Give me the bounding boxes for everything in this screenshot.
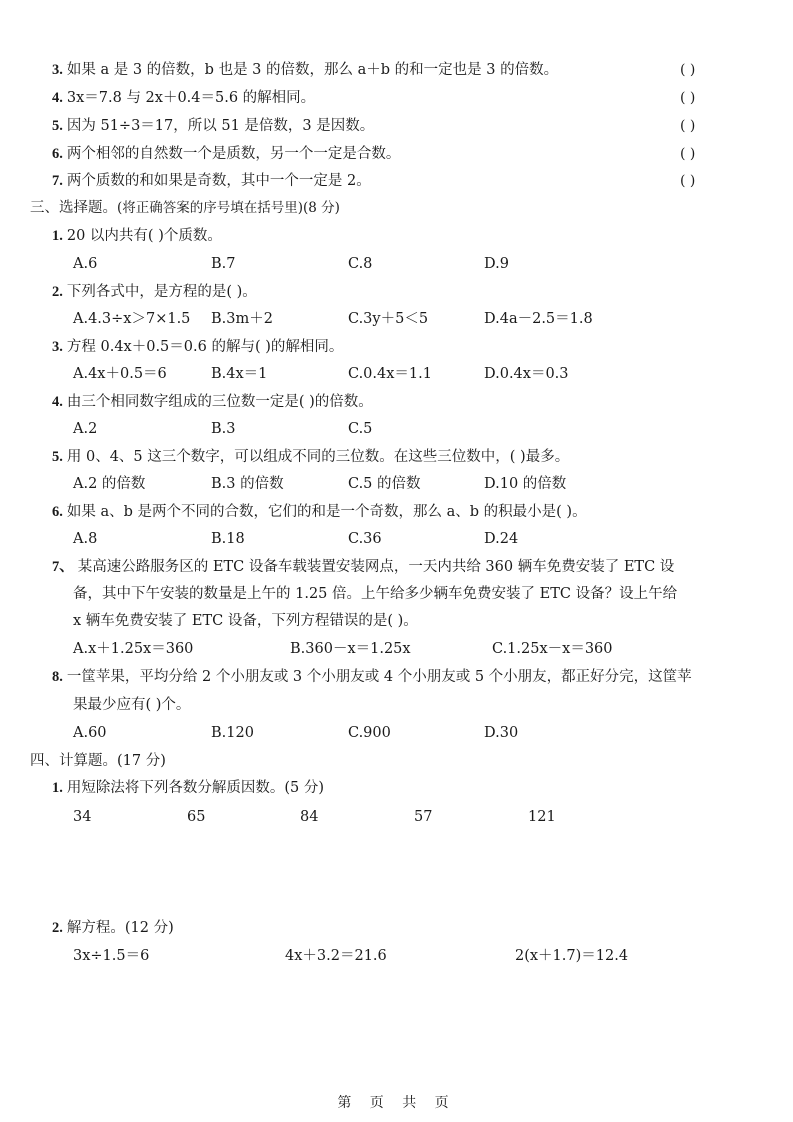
- calc-question-1: 1. 用短除法将下列各数分解质因数。(5 分): [52, 780, 325, 796]
- option-a[interactable]: A.8: [73, 531, 98, 547]
- option-d[interactable]: D.10 的倍数: [484, 476, 567, 492]
- choice-question-1: 1. 20 以内共有( )个质数。: [52, 228, 222, 244]
- answer-paren[interactable]: ( ): [680, 62, 696, 78]
- option-c[interactable]: C.5: [348, 421, 373, 437]
- judge-item-4: 4. 3x＝7.8 与 2x＋0.4＝5.6 的解相同。: [52, 90, 316, 106]
- factor-number: 84: [300, 809, 319, 825]
- judge-item-6: 6. 两个相邻的自然数一个是质数，另一个一定是合数。: [52, 146, 401, 162]
- option-d[interactable]: D.9: [484, 256, 509, 272]
- option-b[interactable]: B.360－x＝1.25x: [290, 641, 411, 657]
- choice-question-3: 3. 方程 0.4x＋0.5＝0.6 的解与( )的解相同。: [52, 339, 344, 355]
- option-b[interactable]: B.3m＋2: [211, 311, 273, 327]
- option-c[interactable]: C.3y＋5＜5: [348, 311, 429, 327]
- choice-question-7-line-2: 备，其中下午安装的数量是上午的 1.25 倍。上午给多少辆车免费安装了 ETC 设备？设上午给: [73, 586, 678, 602]
- option-a[interactable]: A.4x＋0.5＝6: [73, 366, 167, 382]
- option-c[interactable]: C.900: [348, 725, 391, 741]
- answer-paren[interactable]: ( ): [680, 90, 696, 106]
- section-choice-title: 三、选择题。(将正确答案的序号填在括号里)(8 分): [30, 200, 340, 216]
- choice-question-7: 7、 某高速公路服务区的 ETC 设备车载装置安装网点，一天内共给 360 辆车免费安装了 ETC 设: [52, 559, 675, 575]
- option-b[interactable]: B.18: [211, 531, 245, 547]
- option-a[interactable]: A.60: [73, 725, 107, 741]
- choice-question-4: 4. 由三个相同数字组成的三位数一定是( )的倍数。: [52, 394, 373, 410]
- option-d[interactable]: D.30: [484, 725, 519, 741]
- page-footer: 第 页 共 页: [337, 1095, 456, 1111]
- answer-paren[interactable]: ( ): [680, 173, 696, 189]
- option-c[interactable]: C.36: [348, 531, 382, 547]
- equation: 4x＋3.2＝21.6: [285, 948, 387, 964]
- factor-number: 57: [414, 809, 433, 825]
- option-d[interactable]: D.24: [484, 531, 519, 547]
- option-b[interactable]: B.3 的倍数: [211, 476, 284, 492]
- option-b[interactable]: B.120: [211, 725, 254, 741]
- choice-question-8-line-2: 果最少应有( )个。: [73, 697, 191, 713]
- option-a[interactable]: A.6: [73, 256, 98, 272]
- option-d[interactable]: D.0.4x＝0.3: [484, 366, 569, 382]
- choice-question-2: 2. 下列各式中，是方程的是( )。: [52, 284, 257, 300]
- option-c[interactable]: C.8: [348, 256, 373, 272]
- equation: 3x÷1.5＝6: [73, 948, 150, 964]
- option-c[interactable]: C.1.25x－x＝360: [492, 641, 613, 657]
- option-a[interactable]: A.2 的倍数: [73, 476, 146, 492]
- option-c[interactable]: C.5 的倍数: [348, 476, 421, 492]
- option-a[interactable]: A.2: [73, 421, 98, 437]
- equation: 2(x＋1.7)＝12.4: [515, 948, 629, 964]
- section-calc-title: 四、计算题。(17 分): [30, 753, 166, 769]
- judge-item-5: 5. 因为 51÷3＝17，所以 51 是倍数，3 是因数。: [52, 118, 375, 134]
- choice-question-7-line-3: x 辆车免费安装了 ETC 设备，下列方程错误的是( )。: [73, 613, 418, 629]
- option-a[interactable]: A.4.3÷x＞7×1.5: [73, 311, 191, 327]
- option-d[interactable]: D.4a－2.5＝1.8: [484, 311, 593, 327]
- option-c[interactable]: C.0.4x＝1.1: [348, 366, 432, 382]
- option-b[interactable]: B.7: [211, 256, 236, 272]
- factor-number: 121: [528, 809, 556, 825]
- choice-question-8: 8. 一筐苹果，平均分给 2 个小朋友或 3 个小朋友或 4 个小朋友或 5 个小朋友，都正好分完，这筐苹: [52, 669, 692, 685]
- judge-item-3: 3. 如果 a 是 3 的倍数，b 也是 3 的倍数，那么 a＋b 的和一定也是 3 的倍数。: [52, 62, 559, 78]
- choice-question-6: 6. 如果 a、b 是两个不同的合数，它们的和是一个奇数，那么 a、b 的积最小是( )。: [52, 504, 587, 520]
- answer-paren[interactable]: ( ): [680, 146, 696, 162]
- judge-item-7: 7. 两个质数的和如果是奇数，其中一个一定是 2。: [52, 173, 371, 189]
- factor-number: 65: [187, 809, 206, 825]
- option-b[interactable]: B.4x＝1: [211, 366, 268, 382]
- choice-question-5: 5. 用 0、4、5 这三个数字，可以组成不同的三位数。在这些三位数中，( )最多。: [52, 449, 570, 465]
- option-b[interactable]: B.3: [211, 421, 236, 437]
- answer-paren[interactable]: ( ): [680, 118, 696, 134]
- option-a[interactable]: A.x＋1.25x＝360: [73, 641, 194, 657]
- calc-question-2: 2. 解方程。(12 分): [52, 920, 174, 936]
- factor-number: 34: [73, 809, 92, 825]
